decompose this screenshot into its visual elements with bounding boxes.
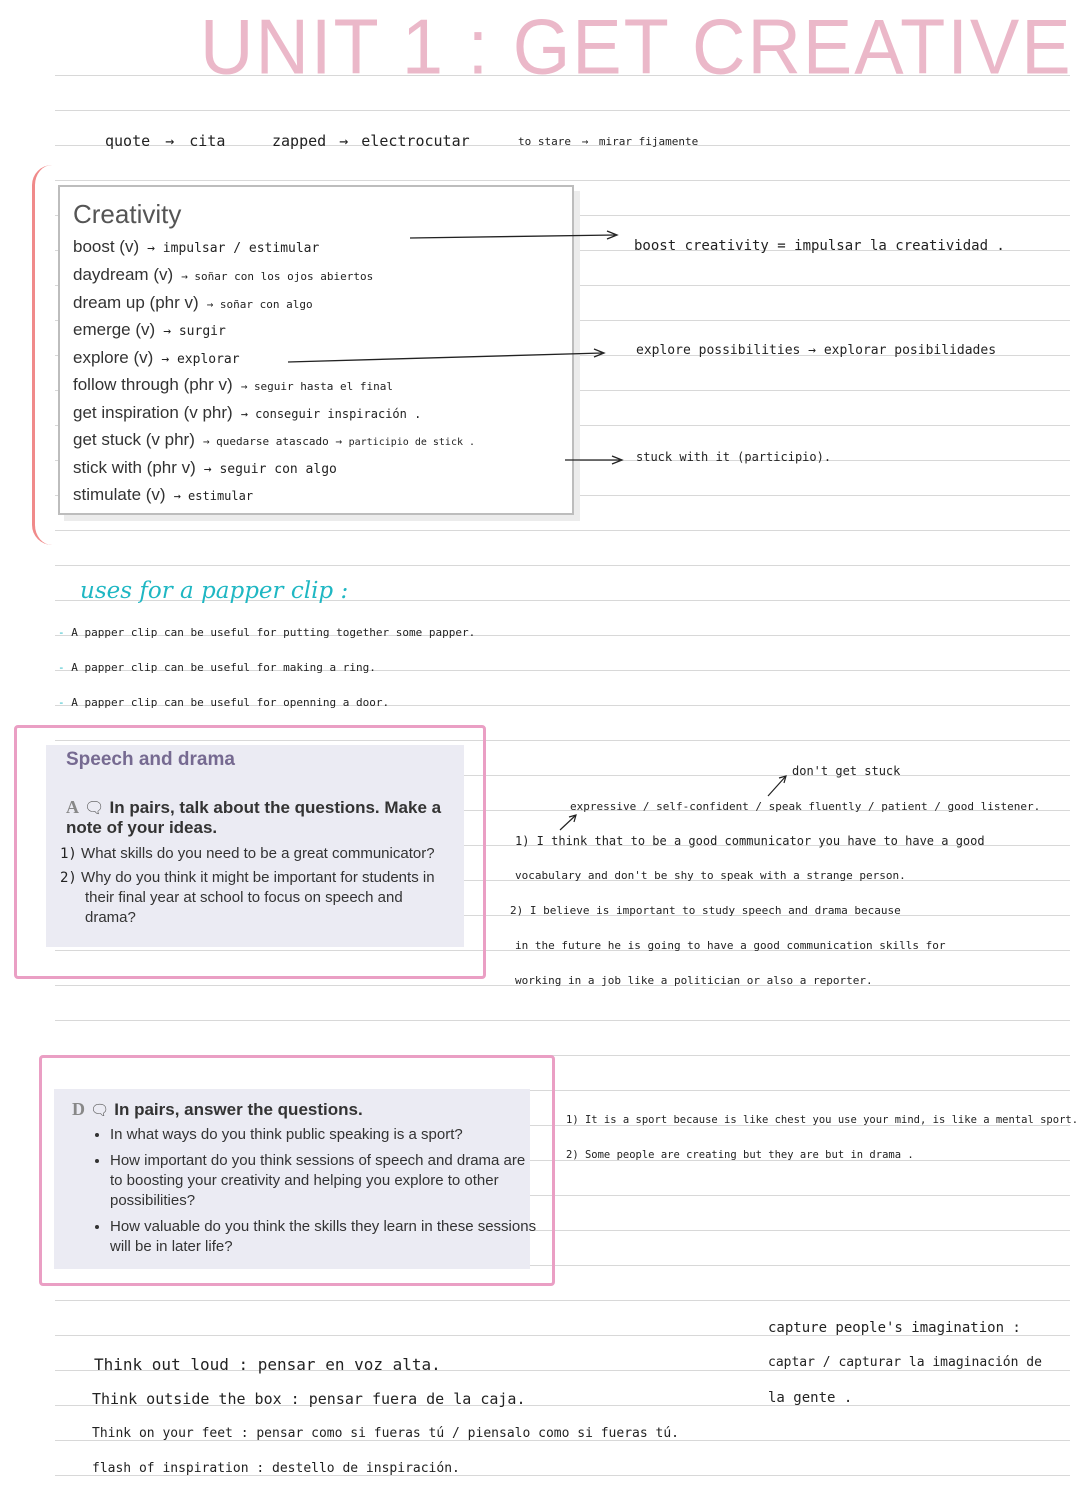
vocab-translation: soñar con algo <box>219 298 313 311</box>
arrow-icon: → <box>181 270 188 283</box>
paper-clip-item-text: A papper clip can be useful for putting together some papper. <box>71 626 476 639</box>
speech-bubbles-icon: 🗨 <box>84 798 105 817</box>
vocab-translation: electrocutar <box>361 132 470 150</box>
note-think-out-loud: Think out loud : pensar en voz alta. <box>94 1355 441 1374</box>
arrow-icon: → <box>339 132 349 150</box>
vocab-translation: soñar con los ojos abiertos <box>194 270 374 283</box>
note-capture-2: captar / capturar la imaginación de <box>768 1355 1042 1370</box>
note-dont-get-stuck: don't get stuck <box>792 764 901 778</box>
note-skills: expressive / self-confident / speak fluently / patient / good listener. <box>570 800 1041 813</box>
speech-bubbles-icon: 🗨 <box>90 1101 110 1119</box>
vocab-translation: seguir con algo <box>219 462 337 477</box>
question-letter: A <box>66 797 79 817</box>
note-think-on-feet: Think on your feet : pensar como si fueras tú / piensalo como si fueras tú. <box>92 1426 679 1441</box>
question-letter: D <box>72 1099 85 1119</box>
vocab-translation: estimular <box>188 489 254 503</box>
vocab-translation: cita <box>189 132 226 150</box>
arrow-icon: → <box>165 132 175 150</box>
vocab-note: participio de stick . <box>348 437 476 448</box>
note-answer-2-line-3: working in a job like a politician or also a reporter. <box>515 974 873 987</box>
vocab-term: explore (v) <box>73 348 154 367</box>
arrow-icon: → <box>240 407 248 421</box>
arrow-icon: → <box>163 324 172 339</box>
arrow-icon: → <box>161 352 170 367</box>
page-title: UNIT 1 : GET CREATIVE <box>200 2 1073 91</box>
vocab-translation: mirar fijamente <box>598 135 699 148</box>
note-boost-creativity: boost creativity = impulsar la creatividad . <box>634 238 1005 254</box>
speech-question-2 <box>60 868 455 928</box>
vocab-translation: seguir hasta el final <box>253 380 394 393</box>
arrow-icon: → <box>206 298 214 311</box>
vocab-term: quote <box>105 132 151 150</box>
vocab-term: boost (v) <box>73 237 140 256</box>
note-flash-of-inspiration: flash of inspiration : destello de inspiración. <box>92 1461 460 1476</box>
question-number: 2) <box>60 870 77 886</box>
section-d-instruction-row <box>72 1099 363 1120</box>
paper-clip-item: - A papper clip can be useful for putting together some papper. <box>58 626 476 639</box>
vocab-term: emerge (v) <box>73 320 156 339</box>
vocab-term: get inspiration (v phr) <box>73 403 233 422</box>
paper-clip-item-text: A papper clip can be useful for making a ring. <box>71 661 376 674</box>
arrow-icon: → <box>240 380 248 393</box>
note-explore-possibilities: explore possibilities → explorar posibilidades <box>636 343 997 358</box>
vocab-term: daydream (v) <box>73 265 174 284</box>
speech-instruction: In pairs, talk about the questions. Make a note of your ideas. <box>66 798 442 837</box>
arrow-icon: → <box>203 462 212 477</box>
speech-question-1 <box>60 844 460 864</box>
note-answer-1-line-2: vocabulary and don't be shy to speak with a strange person. <box>515 869 906 882</box>
arrow-icon: → <box>202 435 210 448</box>
arrow-icon: → <box>335 435 342 448</box>
section-d-question: • How valuable do you think the skills they learn in these sessions will be in later life? <box>110 1217 540 1257</box>
vocab-term: get stuck (v phr) <box>73 430 195 449</box>
note-capture-3: la gente . <box>768 1390 853 1406</box>
vocab-translation: conseguir inspiración . <box>255 407 422 421</box>
note-answer-2-line-2: in the future he is going to have a good communication skills for <box>515 939 946 952</box>
vocab-translation: explorar <box>176 352 240 367</box>
arrow-icon: → <box>173 489 181 503</box>
creativity-title: Creativity <box>73 199 182 229</box>
note-d-answer-2: 2) Some people are creating but they are but in drama . <box>566 1149 914 1161</box>
note-answer-2-line-1: 2) I believe is important to study speech and drama because <box>510 904 901 917</box>
vocab-term: stick with (phr v) <box>73 458 196 477</box>
paper-clip-item: - A papper clip can be useful for making a ring. <box>58 661 376 674</box>
vocab-term: dream up (phr v) <box>73 293 199 312</box>
section-d-questions <box>92 1125 540 1263</box>
vocab-translation: impulsar / estimular <box>162 241 320 256</box>
speech-heading: Speech and drama <box>66 749 235 770</box>
section-d-instruction: In pairs, answer the questions. <box>114 1100 363 1119</box>
paper-clip-item: - A papper clip can be useful for openning a door. <box>58 696 390 709</box>
vocab-term: zapped <box>272 132 327 150</box>
arrow-icon: → <box>147 241 155 256</box>
vocab-translation: surgir <box>178 324 226 339</box>
question-number: 1) <box>60 846 77 862</box>
note-stuck-with-it: stuck with it (participio). <box>636 450 832 464</box>
vocab-term: stimulate (v) <box>73 485 166 504</box>
paper-clip-item-text: A papper clip can be useful for openning a door. <box>71 696 390 709</box>
note-answer-1-line-1: 1) I think that to be a good communicator you have to have a good <box>515 834 985 848</box>
note-think-outside-box: Think outside the box : pensar fuera de la caja. <box>92 1390 526 1408</box>
note-d-answer-1: 1) It is a sport because is like chest you use your mind, is like a mental sport. <box>566 1114 1079 1126</box>
section-d-question: • In what ways do you think public speaking is a sport? <box>110 1125 540 1145</box>
vocab-term: follow through (phr v) <box>73 375 233 394</box>
arrow-icon: → <box>581 135 589 148</box>
note-capture-1: capture people's imagination : <box>768 1320 1021 1336</box>
section-d-card <box>54 1089 537 1269</box>
vocab-term: to stare <box>518 135 571 148</box>
section-d-question: • How important do you think sessions of speech and drama are to boosting your creativity and helping you explore to other possibilities? <box>110 1151 540 1211</box>
vocab-translation: quedarse atascado <box>216 435 329 448</box>
question-text: Why do you think it might be important for students in their final year at school to focus on speech and drama? <box>81 869 435 926</box>
question-text: What skills do you need to be a great communicator? <box>81 845 435 862</box>
paper-clip-title: uses for a papper clip : <box>80 578 349 604</box>
